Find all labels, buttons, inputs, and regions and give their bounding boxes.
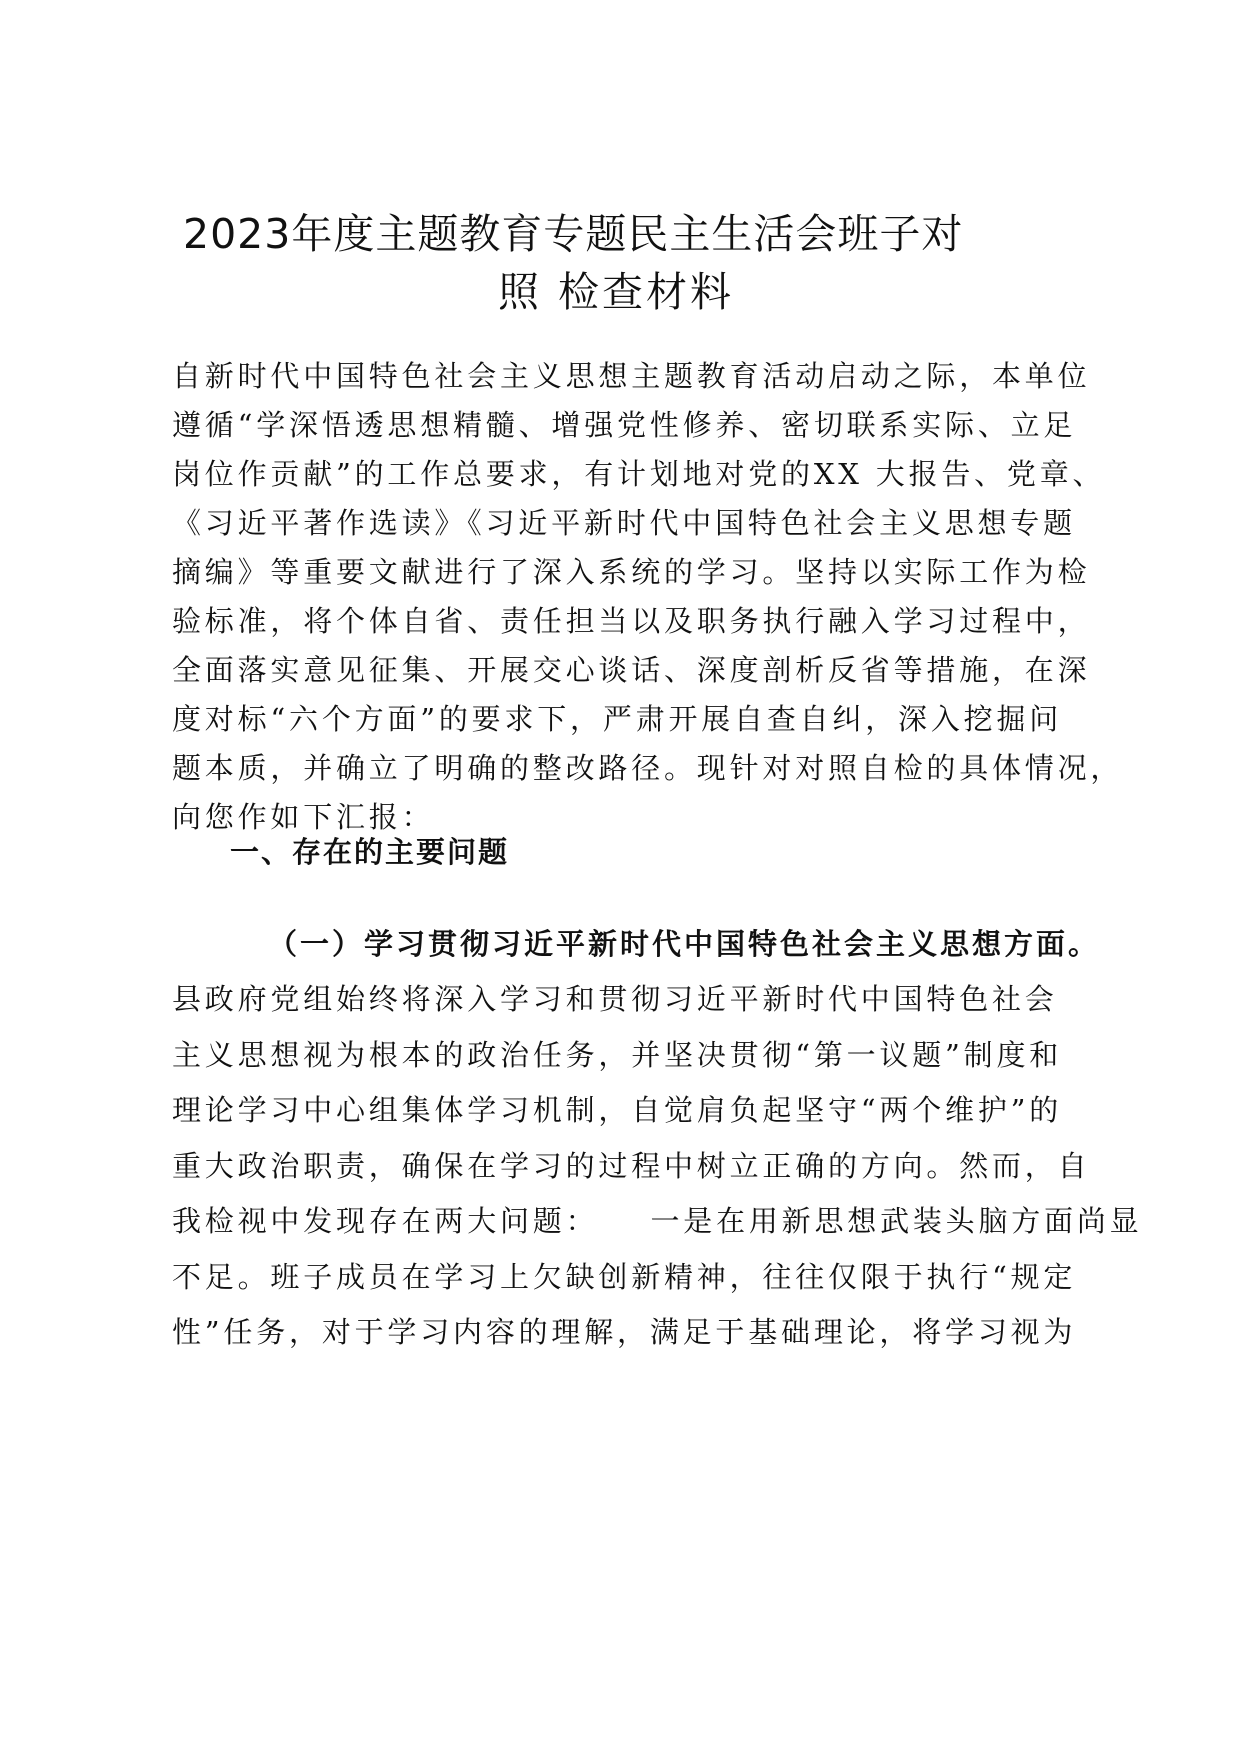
intro-line: 遵循“学深悟透思想精髓、增强党性修养、密切联系实际、立足 bbox=[172, 408, 1077, 442]
subsection-heading-1: （一）学习贯彻习近平新时代中国特色社会主义思想方面。 bbox=[268, 927, 1101, 961]
document-title-line-1: 2023年度主题教育专题民主生活会班子对 bbox=[183, 210, 964, 258]
body-line: 重大政治职责，确保在学习的过程中树立正确的方向。然而，自 bbox=[172, 1148, 1091, 1183]
intro-paragraph bbox=[172, 352, 1124, 842]
intro-line: 度对标“六个方面”的要求下，严肃开展自查自纠，深入挖掘问 bbox=[172, 702, 1063, 736]
intro-line: 向您作如下汇报： bbox=[172, 800, 435, 834]
body-paragraph-2 bbox=[172, 972, 1143, 1361]
document-title-line-2: 照 检查材料 bbox=[498, 268, 735, 316]
intro-line: 摘编》等重要文献进行了深入系统的学习。坚持以实际工作为检 bbox=[172, 555, 1091, 589]
body-line: 我检视中发现存在两大问题： 一是在用新思想武装头脑方面尚显 bbox=[172, 1204, 1143, 1238]
intro-line: 岗位作贡献”的工作总要求，有计划地对党的XX 大报告、党章、 bbox=[172, 457, 1106, 491]
intro-line: 自新时代中国特色社会主义思想主题教育活动启动之际，本单位 bbox=[172, 359, 1091, 393]
body-line: 县政府党组始终将深入学习和贯彻习近平新时代中国特色社会 bbox=[172, 982, 1058, 1016]
intro-line: 《习近平著作选读》《习近平新时代中国特色社会主义思想专题 bbox=[172, 506, 1076, 540]
body-line: 性”任务，对于学习内容的理解，满足于基础理论，将学习视为 bbox=[172, 1315, 1077, 1349]
body-line: 理论学习中心组集体学习机制，自觉肩负起坚守“两个维护”的 bbox=[172, 1093, 1063, 1127]
section-heading-1: 一、存在的主要问题 bbox=[230, 835, 510, 869]
intro-line: 题本质，并确立了明确的整改路径。现针对对照自检的具体情况， bbox=[172, 751, 1124, 785]
intro-line: 全面落实意见征集、开展交心谈话、深度剖析反省等措施，在深 bbox=[172, 653, 1091, 687]
body-line: 不足。班子成员在学习上欠缺创新精神，往往仅限于执行“规定 bbox=[172, 1259, 1077, 1294]
intro-line: 验标准，将个体自省、责任担当以及职务执行融入学习过程中， bbox=[172, 604, 1091, 638]
body-line: 主义思想视为根本的政治任务，并坚决贯彻“第一议题”制度和 bbox=[172, 1037, 1063, 1072]
